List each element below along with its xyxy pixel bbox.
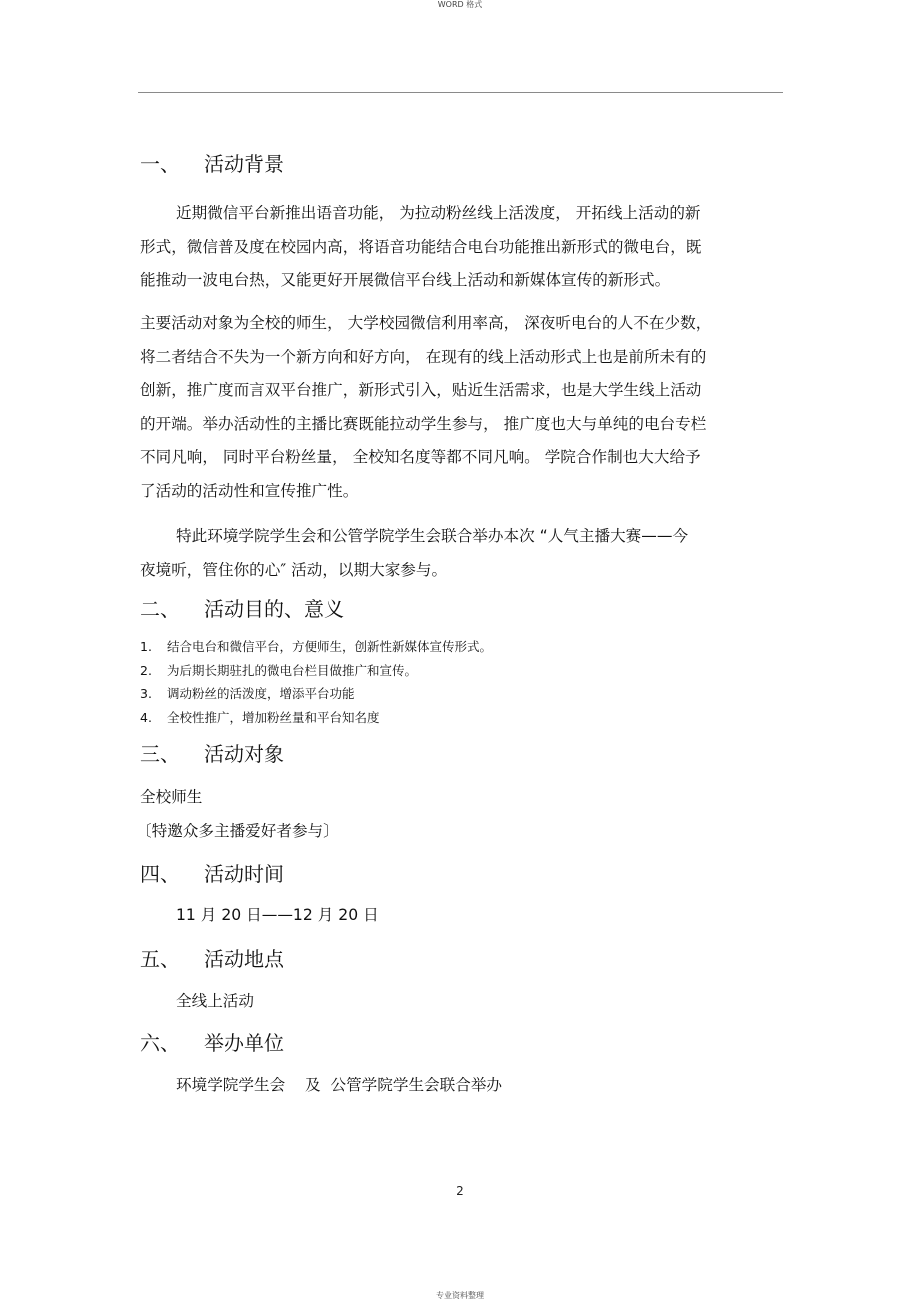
- text-line: 形式，微信普及度在校园内高，将语音功能结合电台功能推出新形式的微电台，既: [140, 237, 702, 256]
- section-heading-1: [140, 151, 284, 177]
- organizer: 环境学院学生会 及 公管学院学生会联合举办: [176, 1076, 503, 1094]
- page-number: 2: [456, 1184, 464, 1198]
- text-line: 的开端。举办活动性的主播比赛既能拉动学生参与， 推广度也大与单纯的电台专栏: [140, 414, 707, 433]
- section-title: 活动目的、意义: [204, 597, 344, 621]
- section-heading-3: [140, 741, 284, 767]
- section-title: 活动对象: [204, 742, 284, 766]
- target-note: 〔特邀众多主播爱好者参与〕: [136, 822, 339, 840]
- section-heading-2: [140, 596, 344, 622]
- list-text: 全校性推广，增加粉丝量和平台知名度: [167, 709, 380, 725]
- list-item: [140, 706, 492, 730]
- section-heading-4: [140, 861, 284, 887]
- text-line: 将二者结合不失为一个新方向和好方向， 在现有的线上活动形式上也是前所未有的: [140, 347, 707, 366]
- text-line: 创新，推广度而言双平台推广，新形式引入，贴近生活需求，也是大学生线上活动: [140, 381, 702, 399]
- background-paragraph-2: [140, 307, 711, 508]
- section-title: 举办单位: [204, 1031, 284, 1055]
- section-number: 四、: [140, 862, 180, 886]
- text-line: 了活动的活动性和宣传推广性。: [140, 481, 359, 500]
- list-number: 1.: [140, 639, 152, 654]
- page-footer: 专业资料整理: [436, 1291, 484, 1300]
- section-number: 一、: [140, 152, 180, 176]
- target-audience: 全校师生: [140, 788, 203, 806]
- section-number: 三、: [140, 742, 180, 766]
- text-line: 近期微信平台新推出语音功能， 为拉动粉丝线上活泼度， 开拓线上活动的新: [176, 204, 701, 222]
- section-heading-6: [140, 1030, 284, 1056]
- event-dates: 11 月 20 日——12 月 20 日: [176, 906, 379, 924]
- text-line: 能推动一波电台热，又能更好开展微信平台线上活动和新媒体宣传的新形式。: [140, 271, 671, 289]
- section-number: 六、: [140, 1031, 180, 1055]
- background-paragraph-1: [140, 197, 701, 298]
- page-header: WORD 格式: [437, 0, 483, 9]
- list-number: 4.: [140, 709, 152, 725]
- list-text: 调动粉丝的活泼度，增添平台功能: [167, 686, 355, 701]
- section-title: 活动地点: [204, 947, 284, 971]
- list-number: 3.: [140, 686, 152, 701]
- event-venue: 全线上活动: [176, 992, 254, 1010]
- list-text: 结合电台和微信平台，方便师生，创新性新媒体宣传形式。: [167, 639, 493, 654]
- section-number: 二、: [140, 597, 180, 621]
- list-item: [140, 635, 492, 659]
- section-title: 活动时间: [204, 862, 284, 886]
- section-title: 活动背景: [204, 152, 284, 176]
- list-item: [140, 682, 492, 706]
- list-number: 2.: [140, 662, 152, 678]
- text-line: 夜境听，管住你的心″ 活动，以期大家参与。: [140, 560, 448, 579]
- section-number: 五、: [140, 947, 180, 971]
- text-line: 特此环境学院学生会和公管学院学生会联合举办本次 “人气主播大赛——今: [176, 527, 689, 545]
- section-heading-5: [140, 946, 284, 972]
- text-line: 不同凡响， 同时平台粉丝量， 全校知名度等都不同凡响。 学院合作制也大大给予: [140, 448, 701, 466]
- purpose-list: [140, 635, 492, 729]
- list-item: [140, 659, 492, 683]
- text-line: 主要活动对象为全校的师生， 大学校园微信利用率高， 深夜听电台的人不在少数，: [140, 314, 712, 332]
- background-paragraph-3: [140, 520, 688, 587]
- list-text: 为后期长期驻扎的微电台栏目做推广和宣传。: [167, 662, 418, 678]
- header-rule: [138, 92, 783, 93]
